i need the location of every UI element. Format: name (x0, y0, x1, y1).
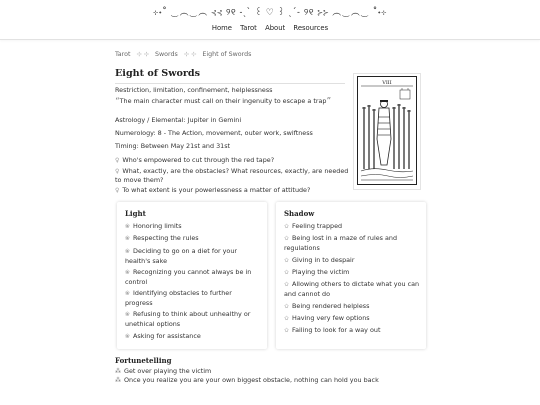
list-item-text: Refusing to think about unhealthy or unethical options (125, 310, 251, 329)
card-numeral: VIII (382, 80, 392, 86)
main-nav (0, 24, 540, 32)
star-outline-icon: ✩ (284, 235, 290, 243)
fortunetelling-list (115, 367, 415, 385)
list-item (284, 222, 420, 232)
list-item-text: Get over playing the victim (124, 367, 212, 375)
shadow-heading: Shadow (284, 209, 315, 218)
list-item (125, 222, 261, 232)
star-outline-icon: ✩ (284, 268, 290, 276)
nav-about-link[interactable]: About (265, 24, 286, 32)
pin-icon: ♀ (115, 167, 120, 175)
nav-home-link[interactable]: Home (211, 24, 232, 32)
light-list (125, 222, 261, 344)
list-item (284, 256, 420, 266)
list-item (115, 367, 415, 376)
list-item (284, 326, 420, 336)
list-item-text: Giving in to despair (292, 255, 355, 264)
star-outline-icon: ✩ (284, 314, 290, 322)
reflection-questions (115, 156, 350, 196)
card-keywords: Restriction, limitation, confinement, helplessness (115, 86, 273, 94)
breadcrumb-separator: ⊹ ⊹ (136, 51, 150, 58)
flower-icon: ❀ (125, 235, 131, 243)
question-item (115, 186, 350, 196)
list-item-text: Once you realize you are your own biggest obstacle, nothing can hold you back (124, 376, 379, 384)
flower-icon: ❀ (125, 268, 131, 276)
star-outline-icon: ✩ (284, 281, 290, 289)
nav-tarot-link[interactable]: Tarot (240, 24, 257, 32)
list-item (284, 302, 420, 312)
card-astrology: Astrology / Elemental: Jupiter in Gemini (115, 116, 242, 124)
list-item (125, 289, 261, 308)
site-header (0, 0, 540, 40)
list-item (125, 234, 261, 244)
question-item (115, 167, 350, 185)
pin-icon: ♀ (115, 157, 120, 164)
list-item-text: Having very few options (292, 313, 370, 322)
list-item-text: Asking for assistance (133, 331, 201, 340)
star-outline-icon: ✩ (284, 223, 290, 230)
shadow-list (284, 222, 420, 339)
list-item-text: Failing to look for a way out (292, 326, 381, 335)
list-item-text: Respecting the rules (133, 234, 199, 243)
card-quote (115, 97, 355, 107)
breadcrumb (115, 51, 251, 58)
card-quote-text: The main character must call on their ingenuity to escape a trap (119, 97, 327, 105)
shadow-panel (276, 202, 426, 349)
question-text: Who's empowered to cut through the red tape? (122, 156, 275, 164)
list-item (125, 310, 261, 329)
question-item (115, 156, 350, 166)
open-quote-icon: “ (115, 97, 120, 107)
list-item (284, 268, 420, 278)
sparkle-icon: ⁂ (115, 377, 121, 384)
list-item-text: Feeling trapped (292, 222, 343, 230)
list-item-text: Allowing others to dictate what you can and cannot do (284, 280, 420, 299)
list-item (284, 314, 420, 324)
flower-icon: ❀ (125, 332, 131, 340)
question-text: What, exactly, are the obstacles? What resources, exactly, are needed to move them? (115, 166, 349, 185)
nav-resources-link[interactable]: Resources (293, 24, 329, 32)
pin-icon: ♀ (115, 186, 120, 194)
flower-icon: ❀ (125, 311, 131, 319)
breadcrumb-current: Eight of Swords (202, 51, 252, 58)
star-outline-icon: ✩ (284, 256, 290, 264)
page-title: Eight of Swords (115, 68, 201, 79)
star-outline-icon: ✩ (284, 302, 290, 310)
list-item (125, 268, 261, 287)
list-item (125, 332, 261, 342)
list-item-text: Playing the victim (292, 267, 350, 276)
close-quote-icon: ” (326, 97, 332, 107)
card-image[interactable] (357, 76, 417, 185)
breadcrumb-separator: ⊹ ⊹ (183, 51, 197, 58)
eight-of-swords-illustration (358, 77, 416, 184)
list-item-text: Honoring limits (133, 222, 182, 230)
list-item (125, 247, 261, 266)
card-numerology: Numerology: 8 - The Action, movement, outer work, swiftness (115, 129, 313, 137)
flower-icon: ❀ (125, 290, 131, 298)
list-item-text: Being lost in a maze of rules and regulations (284, 234, 398, 253)
flower-icon: ❀ (125, 247, 131, 255)
breadcrumb-tarot-link[interactable]: Tarot (115, 51, 131, 58)
fortunetelling-heading: Fortunetelling (115, 356, 172, 365)
list-item-text: Identifying obstacles to further progress (125, 289, 232, 307)
light-panel (117, 202, 267, 349)
question-text: To what extent is your powerlessness a matter of attitude? (122, 185, 311, 194)
star-outline-icon: ✩ (284, 327, 290, 335)
flower-icon: ❀ (125, 223, 131, 230)
title-divider (115, 83, 345, 84)
list-item-text: Being rendered helpless (292, 301, 370, 310)
list-item (115, 376, 415, 385)
breadcrumb-swords-link[interactable]: Swords (155, 51, 178, 58)
list-item (284, 234, 420, 253)
list-item-text: Recognizing you cannot always be in control (125, 267, 252, 286)
list-item-text: Deciding to go on a diet for your health's sake (125, 246, 238, 265)
list-item (284, 280, 420, 299)
light-heading: Light (125, 209, 146, 218)
card-timing: Timing: Between May 21st and 31st (115, 142, 231, 150)
site-title[interactable]: ⊹˖˚ ‿︵‿︵ ⊰⊰ ୨୧ ˗ˏˋ ꒰ ♡ ꒱ ˎˊ˗ ୨୧ ⊱⊱ ︵‿︵‿ ˚˖⊹ (153, 8, 387, 18)
sparkle-icon: ⁂ (115, 368, 121, 375)
